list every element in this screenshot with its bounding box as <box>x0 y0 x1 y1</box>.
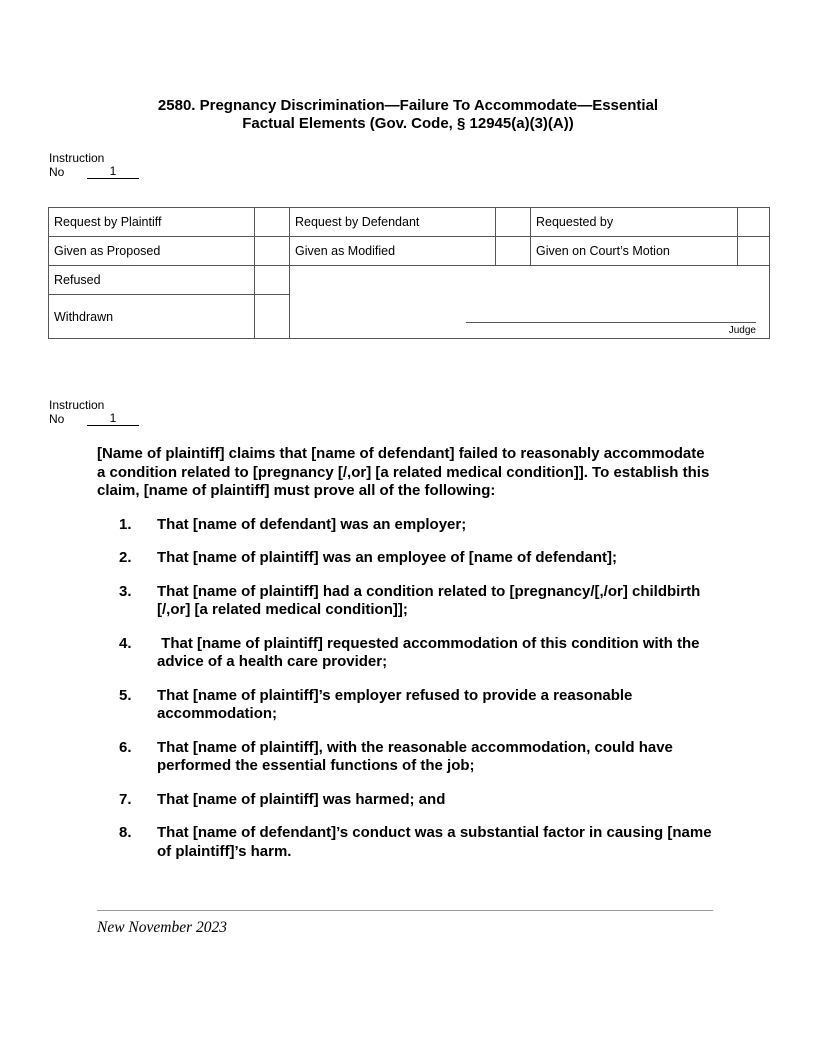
list-item <box>97 824 717 861</box>
instruction-number-bottom <box>49 398 139 426</box>
list-item <box>97 516 717 535</box>
instruction-label: Instruction <box>49 151 105 165</box>
title-line-1: 2580. Pregnancy Discrimination—Failure To Accommodate—Essential <box>157 97 659 114</box>
item-text: That [name of plaintiff] requested accommodation of this condition with the advice of a health care provider; <box>157 634 704 670</box>
given-on-courts-motion-box[interactable] <box>738 237 770 266</box>
intro-paragraph: [Name of plaintiff] claims that [name of defendant] failed to reasonably accommodate a condition related to [pregnancy [/,or] [a related medical condition]]. To establish this claim, [name of plaintiff] must prove all of the following: <box>97 445 710 499</box>
instruction-no-value: 1 <box>87 165 139 179</box>
refused-box[interactable] <box>255 266 290 295</box>
list-item <box>97 791 717 810</box>
item-text: That [name of plaintiff] was an employee of [name of defendant]; <box>157 549 618 566</box>
item-number: 1. <box>119 515 132 533</box>
given-as-modified-box[interactable] <box>496 237 531 266</box>
request-by-plaintiff-label: Request by Plaintiff <box>49 208 255 237</box>
list-item <box>97 739 717 776</box>
refused-label: Refused <box>49 266 255 295</box>
item-text: That [name of defendant]’s conduct was a substantial factor in causing [name of plaintiff]’s harm. <box>157 824 712 860</box>
item-number: 3. <box>119 582 132 600</box>
judge-label: Judge <box>728 325 756 336</box>
request-by-plaintiff-box[interactable] <box>255 208 290 237</box>
instruction-no-label: No <box>49 165 65 179</box>
instruction-no-label: No <box>49 412 65 426</box>
instruction-no-value: 1 <box>87 412 139 426</box>
instruction-label: Instruction <box>49 398 105 412</box>
given-as-proposed-label: Given as Proposed <box>49 237 255 266</box>
withdrawn-label: Withdrawn <box>49 295 255 339</box>
judge-signature-line[interactable] <box>466 322 756 323</box>
item-text: That [name of plaintiff] had a condition related to [pregnancy/[,/or] childbirth [/,or] [a related medical condition]]; <box>157 582 701 618</box>
item-number: 7. <box>119 790 132 808</box>
item-text: That [name of defendant] was an employer; <box>157 515 467 533</box>
item-number: 6. <box>119 738 132 756</box>
list-item <box>97 549 717 568</box>
given-as-modified-label: Given as Modified <box>290 237 496 266</box>
request-by-defendant-label: Request by Defendant <box>290 208 496 237</box>
list-item <box>97 687 717 724</box>
instruction-number-top <box>49 151 139 179</box>
item-number: 8. <box>119 824 132 841</box>
item-number: 2. <box>119 549 132 566</box>
given-as-proposed-box[interactable] <box>255 237 290 266</box>
item-text: That [name of plaintiff]’s employer refused to provide a reasonable accommodation; <box>157 686 633 722</box>
item-number: 4. <box>119 634 132 652</box>
item-number: 5. <box>119 686 132 704</box>
given-on-courts-motion-label: Given on Court’s Motion <box>531 237 738 266</box>
list-item <box>97 635 717 672</box>
footer-divider <box>97 910 713 911</box>
judge-signature-area <box>290 266 770 339</box>
elements-list <box>97 516 717 862</box>
request-status-table <box>48 207 770 339</box>
document-title <box>0 97 816 133</box>
item-text: That [name of plaintiff], with the reasonable accommodation, could have performed the essential functions of the job; <box>157 738 673 774</box>
list-item <box>97 583 717 620</box>
title-line-2: Factual Elements (Gov. Code, § 12945(a)(3)(A)) <box>242 115 574 132</box>
item-text: That [name of plaintiff] was harmed; and <box>157 790 446 808</box>
requested-by-label: Requested by <box>531 208 738 237</box>
request-by-defendant-box[interactable] <box>496 208 531 237</box>
requested-by-box[interactable] <box>738 208 770 237</box>
withdrawn-box[interactable] <box>255 295 290 339</box>
revision-note: New November 2023 <box>97 919 228 936</box>
instruction-body <box>97 445 717 876</box>
